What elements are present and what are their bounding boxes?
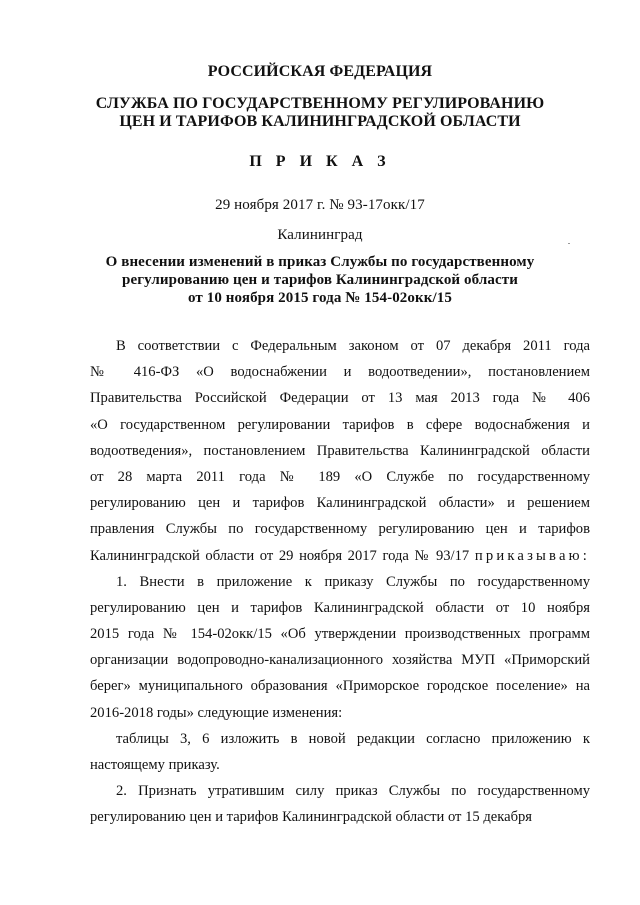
country-heading: РОССИЙСКАЯ ФЕДЕРАЦИЯ xyxy=(207,63,433,80)
text-line: № 416-ФЗ «О водоснабжении и водоотведении», постановлением xyxy=(90,364,590,381)
text-line: регулированию цен и тарифов Калининградской области от 10 ноября xyxy=(90,599,590,616)
agency-heading-line1: СЛУЖБА ПО ГОСУДАРСТВЕННОМУ РЕГУЛИРОВАНИЮ xyxy=(95,95,545,112)
agency-heading-line2: ЦЕН И ТАРИФОВ КАЛИНИНГРАДСКОЙ ОБЛАСТИ xyxy=(119,113,521,130)
text-line: организации водопроводно-канализационного хозяйства МУП «Приморский xyxy=(90,652,590,669)
text-line: настоящему приказу. xyxy=(90,757,220,773)
scan-mark xyxy=(568,243,570,244)
text-line: водоотведения», постановлением Правительства Калининградской области xyxy=(90,442,590,459)
text-line: 2015 года № 154-02окк/15 «Об утверждении производственных программ xyxy=(90,626,590,643)
document-type: П Р И К А З xyxy=(249,153,391,170)
text-line: правления Службы по государственному регулированию цен и тарифов xyxy=(90,521,590,538)
order-title-line2: регулированию цен и тарифов Калининградской области xyxy=(122,272,518,288)
text-line: В соответствии с Федеральным законом от 07 декабря 2011 года xyxy=(116,338,590,354)
text-line: таблицы 3, 6 изложить в новой редакции согласно приложению к xyxy=(116,730,590,747)
order-body xyxy=(90,333,590,831)
city: Калининград xyxy=(277,227,363,243)
text-line: от 28 марта 2011 года № 189 «О Службе по государственному xyxy=(90,468,590,485)
text-line: берег» муниципального образования «Приморское городское поселение» на xyxy=(90,678,590,695)
order-title-line3: от 10 ноября 2015 года № 154-02окк/15 xyxy=(188,290,452,306)
text-line: 2. Признать утратившим силу приказ Службы по государственному xyxy=(116,783,590,800)
order-word: приказываю: xyxy=(474,547,590,564)
text-fragment: Калининградской области от 29 ноября 2017 года № 93/17 xyxy=(90,547,470,564)
text-line: 1. Внести в приложение к приказу Службы по государственному xyxy=(116,573,590,590)
text-line: Правительства Российской Федерации от 13 мая 2013 года № 406 xyxy=(90,390,590,407)
text-line: «О государственном регулировании тарифов в сфере водоснабжения и xyxy=(90,416,590,433)
text-line: регулированию цен и тарифов Калининградской области от 15 декабря xyxy=(90,809,533,826)
text-line xyxy=(90,543,590,569)
date-number: 29 ноября 2017 г. № 93-17окк/17 xyxy=(215,197,425,213)
order-title-line1: О внесении изменений в приказ Службы по государственному xyxy=(105,254,535,270)
text-line: 2016-2018 годы» следующие изменения: xyxy=(90,704,343,721)
text-line: регулированию цен и тарифов Калининградской области» и решением xyxy=(90,495,590,512)
